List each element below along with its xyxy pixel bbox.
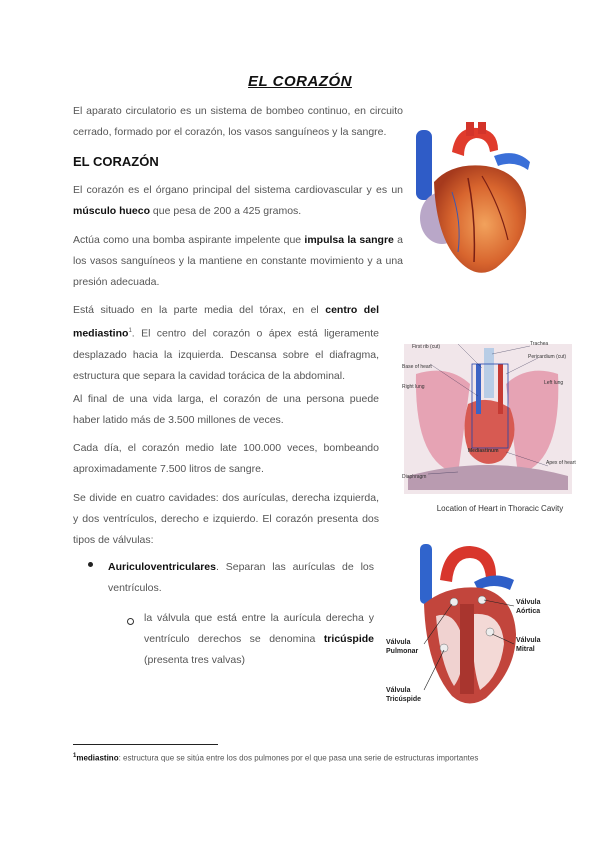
superior-vena-cava xyxy=(416,130,432,200)
footnote-term: mediastino xyxy=(76,753,119,763)
text: . Separan las aurículas de los ventrículos. xyxy=(108,561,374,594)
thoracic-figure-caption: Location of Heart in Thoracic Cavity xyxy=(436,504,564,513)
label-left-lung: Left lung xyxy=(544,380,564,386)
label-aortic-valve-1: Válvula xyxy=(516,599,541,606)
footnote-text: : estructura que se sitúa entre los dos pulmones por el que pasa una serie de estructuras importantes xyxy=(118,753,479,763)
text: Está situado en la parte media del tórax, en el xyxy=(73,304,326,316)
paragraph-daily-beats: Cada día, el corazón medio late 100.000 veces, bombeando aproximadamente 7.500 litros de sangre. xyxy=(73,442,379,475)
label-trachea: Trachea xyxy=(530,341,549,347)
tricuspid-valve-shape xyxy=(440,644,448,652)
bold-term: músculo hueco xyxy=(73,205,151,217)
paragraph-location xyxy=(73,300,379,387)
label-right-lung: Right lung xyxy=(402,384,425,390)
label-pulmonary-valve-2: Pulmonar xyxy=(386,648,419,655)
label-mediastinum: Mediastinum xyxy=(468,448,499,454)
paragraph-cavities: Se divide en cuatro cavidades: dos aurículas, derecha izquierda, y dos ventrículos, derecho e izquierdo. El corazón presenta dos tipos de válvulas: xyxy=(73,492,379,546)
label-base-of-heart: Base of heart xyxy=(402,364,432,370)
text: (presenta tres valvas) xyxy=(144,654,245,666)
paragraph-pump xyxy=(73,230,403,293)
bullet-marker xyxy=(88,562,93,567)
vena-cava-shape xyxy=(476,364,481,414)
label-diaphragm: Diaphragm xyxy=(402,474,427,480)
label-pericardium: Pericardium (cut) xyxy=(528,354,567,360)
label-tricuspid-valve-1: Válvula xyxy=(386,687,411,694)
heart-valves-illustration xyxy=(384,540,564,715)
bold-term: centro del mediastino xyxy=(73,304,379,340)
label-mitral-valve-1: Válvula xyxy=(516,637,541,644)
heart-ventricles xyxy=(434,165,526,272)
paragraph-hollow-muscle xyxy=(73,180,403,222)
label-first-rib: First rib (cut) xyxy=(412,344,441,350)
aorta-shape xyxy=(498,364,503,414)
septum xyxy=(460,604,474,694)
label-tricuspid-valve-2: Tricúspide xyxy=(386,696,422,703)
section-heading: EL CORAZÓN xyxy=(73,154,159,169)
pulmonary-artery xyxy=(494,153,530,170)
bold-term: Auriculoventriculares xyxy=(108,561,216,573)
footnote-separator xyxy=(73,744,218,745)
mitral-valve-shape xyxy=(486,628,494,636)
footnote-ref: 1 xyxy=(128,328,132,334)
text: que pesa de 200 a 425 gramos. xyxy=(150,205,302,217)
bullet-item-atrioventricular xyxy=(108,557,374,599)
sub-bullet-tricuspid xyxy=(144,608,374,671)
text: El corazón es el órgano principal del sistema cardiovascular y es un xyxy=(73,184,403,196)
label-apex: Apex of heart xyxy=(546,460,576,466)
text: Actúa como una bomba aspirante impelente que xyxy=(73,234,305,246)
artery xyxy=(466,122,474,136)
label-aortic-valve-2: Aórtica xyxy=(516,608,541,615)
label-mitral-valve-2: Mitral xyxy=(516,646,535,653)
sub-bullet-marker xyxy=(127,618,134,625)
bold-term: impulsa la sangre xyxy=(304,234,394,246)
page-title: EL CORAZÓN xyxy=(248,73,352,90)
footnote-number: 1 xyxy=(73,753,77,759)
label-pulmonary-valve-1: Válvula xyxy=(386,639,411,646)
heart-illustration xyxy=(412,122,542,282)
bold-term: tricúspide xyxy=(323,633,374,645)
text: la válvula que está entre la aurícula derecha y ventrículo derechos se denomina xyxy=(144,612,374,645)
artery xyxy=(478,122,486,134)
text: a los vasos sanguíneos y la mantiene en constante movimiento y a una presión adecuada. xyxy=(73,234,404,288)
aortic-arch xyxy=(452,128,498,156)
trachea-shape xyxy=(484,348,494,398)
intro-paragraph: El aparato circulatorio es un sistema de bombeo continuo, en circuito cerrado, formado por el corazón, los vasos sanguíneos y la sangre. xyxy=(73,105,403,138)
thoracic-cavity-illustration xyxy=(398,334,578,504)
vena-cava-shape xyxy=(420,544,432,604)
paragraph-lifetime-beats: Al final de una vida larga, el corazón de una persona puede haber latido más de 3.500 millones de veces. xyxy=(73,393,379,426)
text: . El centro del corazón o ápex está ligeramente desplazado hacia la izquierda. Descansa sobre el diafragma, estructura que separa la cavidad torácica de la abdominal. xyxy=(73,327,379,382)
footnote xyxy=(73,750,533,765)
